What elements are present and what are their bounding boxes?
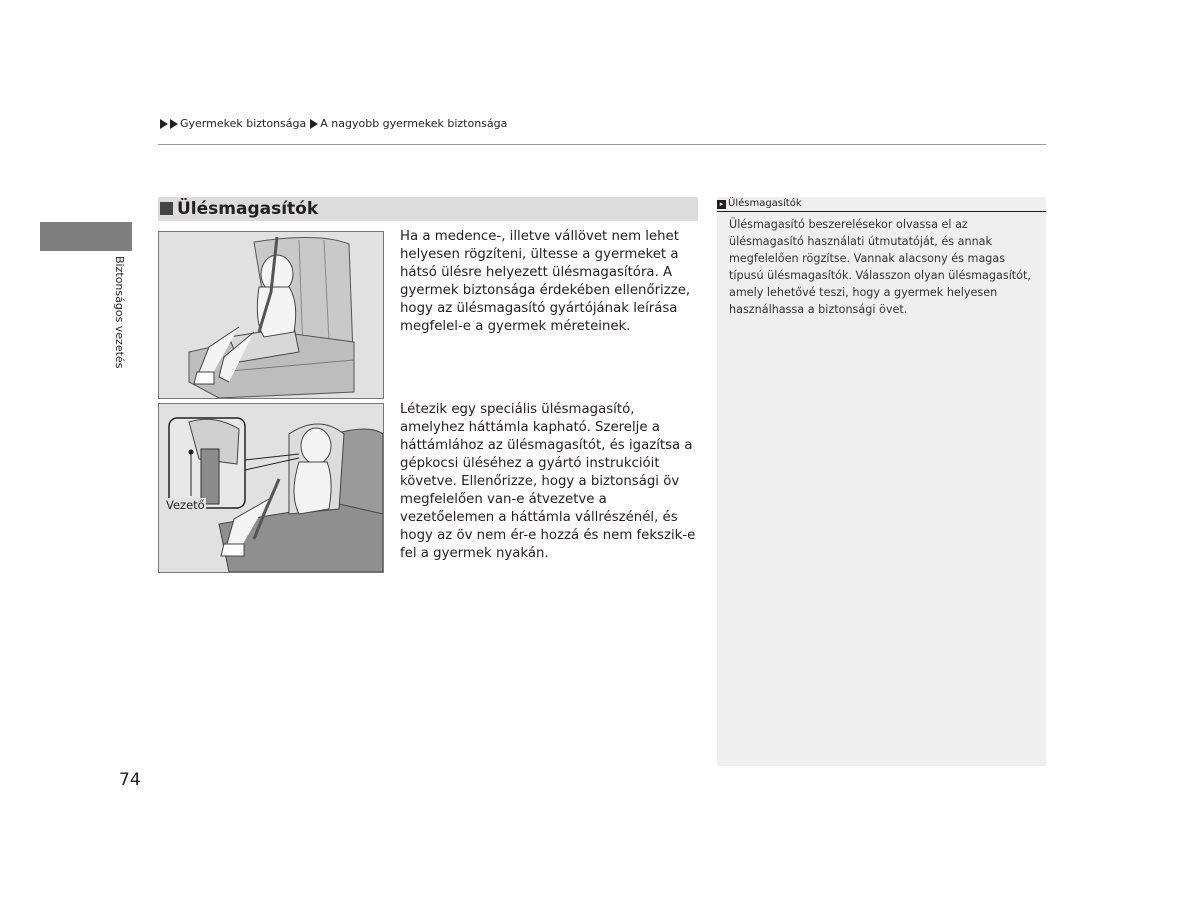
header-divider xyxy=(158,144,1046,145)
paragraph-booster-basic: Ha a medence-, illetve vállövet nem lehet helyesen rögzíteni, ültesse a gyermeket a hátsó ülésre helyezett ülésmagasítóra. A gyermek biztonsága érdekében ellenőrizze, hogy az ülésmagasító gyártójának leírása megfelel-e a gyermek méreteinek. xyxy=(400,229,691,334)
info-panel-header xyxy=(717,197,1046,212)
note-marker-icon: ▸ xyxy=(717,200,726,209)
section-title: Ülésmagasítók xyxy=(177,199,319,219)
breadcrumb xyxy=(160,117,507,130)
booster-with-backrest-illustration xyxy=(158,403,384,573)
booster-seat-illustration xyxy=(158,231,384,399)
booster-backrest-drawing xyxy=(159,404,383,572)
page-number: 74 xyxy=(119,770,141,790)
breadcrumb-item-1: Gyermekek biztonsága xyxy=(180,117,307,130)
guide-callout-label: Vezető xyxy=(166,498,205,512)
breadcrumb-item-2: A nagyobb gyermekek biztonsága xyxy=(320,117,508,130)
info-panel-title: Ülésmagasítók xyxy=(728,198,802,209)
breadcrumb-arrow-icon xyxy=(310,119,318,129)
chapter-label: Biztonságos vezetés xyxy=(113,256,126,369)
paragraph-booster-backrest: Létezik egy speciális ülésmagasító, amelyhez háttámla kapható. Szerelje a háttámlához az ülésmagasítót, és igazítsa a gépkocsi üléséhez a gyártó instrukcióit követve. Ellenőrizze, hogy a biztonsági öv megfelelően van-e átvezetve a vezetőelemen a háttámla vállrészénél, és hogy az öv nem ér-e hozzá és nem fekszik-e fel a gyermek nyakán. xyxy=(400,402,696,561)
chapter-tab xyxy=(40,222,132,251)
breadcrumb-arrow-icon xyxy=(170,119,178,129)
info-panel-text: Ülésmagasító beszerelésekor olvassa el az ülésmagasító használati útmutatóját, és annak megfelelően rögzítse. Vannak alacsony és magas típusú ülésmagasítók. Válasszon olyan ülésmagasítót, amely lehetővé teszi, hogy a gyermek helyesen használhassa a biztonsági övet. xyxy=(729,218,1031,316)
section-square-icon xyxy=(160,202,173,215)
booster-seat-drawing xyxy=(159,232,383,398)
breadcrumb-arrow-icon xyxy=(160,119,168,129)
